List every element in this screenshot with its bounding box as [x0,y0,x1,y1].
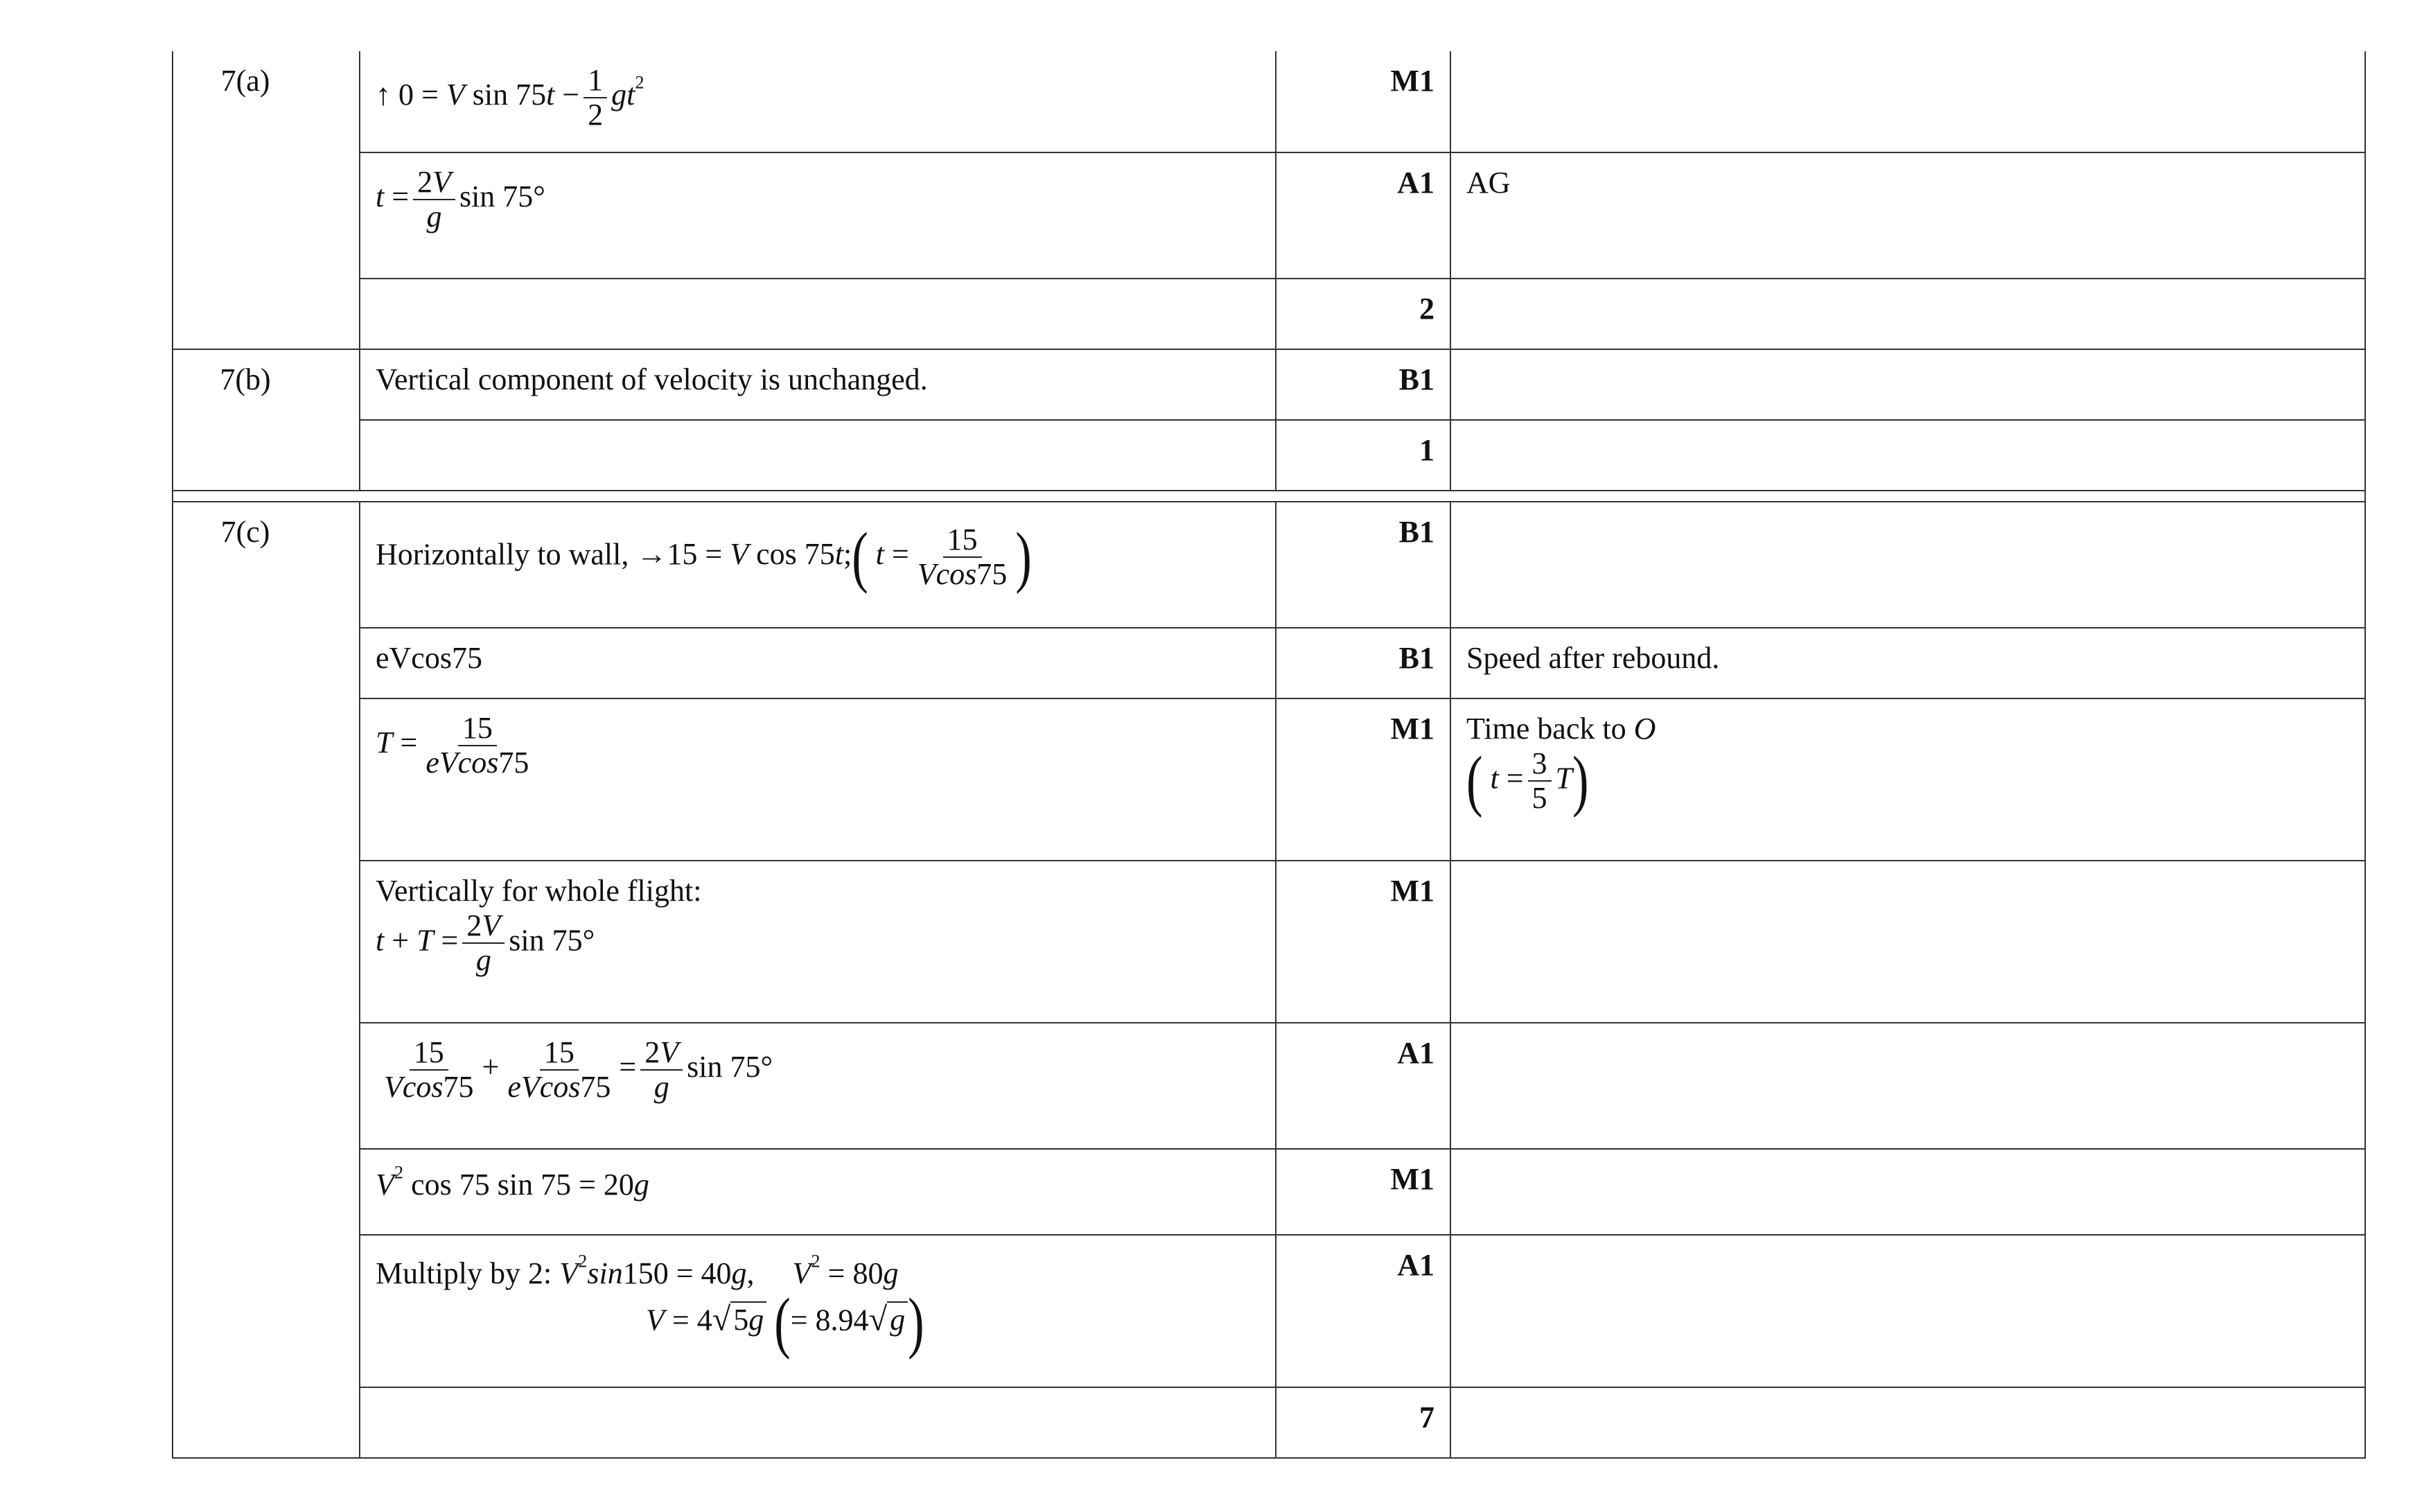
table-row [173,349,2365,420]
table-row [173,279,2365,349]
guidance-cell [1450,51,2365,152]
guidance-equation: ( t = $\frac{3}{5}$ T) [1466,743,1589,819]
table-row [173,420,2365,491]
guidance-cell [1450,1235,2365,1387]
guidance-cell: Speed after rebound. [1450,628,2365,698]
table-row [173,698,2365,861]
answer-cell [360,1023,1276,1149]
table-row [173,861,2365,1023]
question-number-7c: 7(c) [173,502,360,1458]
section-separator [173,491,2365,502]
mark-scheme-table [172,51,2366,1459]
answer-prefix: Vertically for whole flight: [376,874,702,908]
table-row [173,1149,2365,1235]
table-row [173,1023,2365,1149]
mark-cell: M1 [1276,51,1450,152]
answer-prefix: Horizontally to wall, [376,537,629,572]
mark-cell: M1 [1276,698,1450,861]
mark-cell: M1 [1276,1149,1450,1235]
mark-total-cell: 2 [1276,279,1450,349]
answer-cell: eVcos75 [360,628,1276,698]
answer-cell [360,1149,1276,1235]
answer-cell [360,51,1276,152]
answer-cell [360,502,1276,628]
table-row [173,502,2365,628]
answer-cell [360,152,1276,279]
guidance-cell [1450,349,2365,420]
mark-cell: B1 [1276,502,1450,628]
table-row [173,152,2365,279]
answer-cell [360,420,1276,491]
guidance-cell [1450,698,2365,861]
equation-7c-1: →15 = V cos 75t;( t = $\frac{15}{Vcos75}$ ) [636,519,1032,595]
table-row [173,628,2365,698]
answer-cell [360,1235,1276,1387]
equation-7c-4: t + T = $\frac{2V}{g}$ sin 75° [376,908,595,977]
table-row [173,1235,2365,1387]
equation-7c-3: T = $\frac{15}{eVcos75}$ [376,711,529,780]
guidance-cell: AG [1450,152,2365,279]
equation-7a-1: ↑ 0 = V sin 75t − $\frac{1}{2}$ $gt^2$ [376,63,644,132]
equation-7c-5: $\frac{15}{Vcos75}$ + $\frac{15}{eVcos75}$ = $\frac{2V}{g}$ sin 75° [384,1035,773,1105]
answer-cell [360,1387,1276,1458]
guidance-text: Time back to [1466,712,1626,746]
guidance-cell [1450,279,2365,349]
guidance-cell [1450,1149,2365,1235]
table-row [173,51,2365,152]
guidance-cell [1450,861,2365,1023]
guidance-cell [1450,420,2365,491]
equation-7c-6: $V^2$ cos 75 sin 75 = 20g [376,1161,649,1202]
guidance-cell [1450,1023,2365,1149]
answer-cell [360,279,1276,349]
answer-prefix: Multiply by 2: [376,1256,552,1290]
question-number-7a: 7(a) [173,51,360,349]
mark-total-cell: 1 [1276,420,1450,491]
mark-cell: A1 [1276,152,1450,279]
mark-cell: M1 [1276,861,1450,1023]
mark-cell: B1 [1276,628,1450,698]
equation-7c-7a: $V^2\sin 150 = 40g$, $V^2 = 80g$ [559,1250,899,1290]
answer-cell [360,698,1276,861]
mark-cell: A1 [1276,1235,1450,1387]
equation-7a-2: t = $\frac{2V}{g}$ sin 75° [376,165,545,234]
table-row [173,1387,2365,1458]
mark-total-cell: 7 [1276,1387,1450,1458]
mark-cell: B1 [1276,349,1450,420]
question-number-7b: 7(b) [173,349,360,491]
answer-cell: Vertical component of velocity is unchanged. [360,349,1276,420]
guidance-cell [1450,1387,2365,1458]
equation-7c-7b: V = 4√5g (= 8.94√g) [646,1284,924,1361]
guidance-cell [1450,502,2365,628]
answer-cell [360,861,1276,1023]
mark-cell: A1 [1276,1023,1450,1149]
guidance-variable: O [1633,712,1656,746]
